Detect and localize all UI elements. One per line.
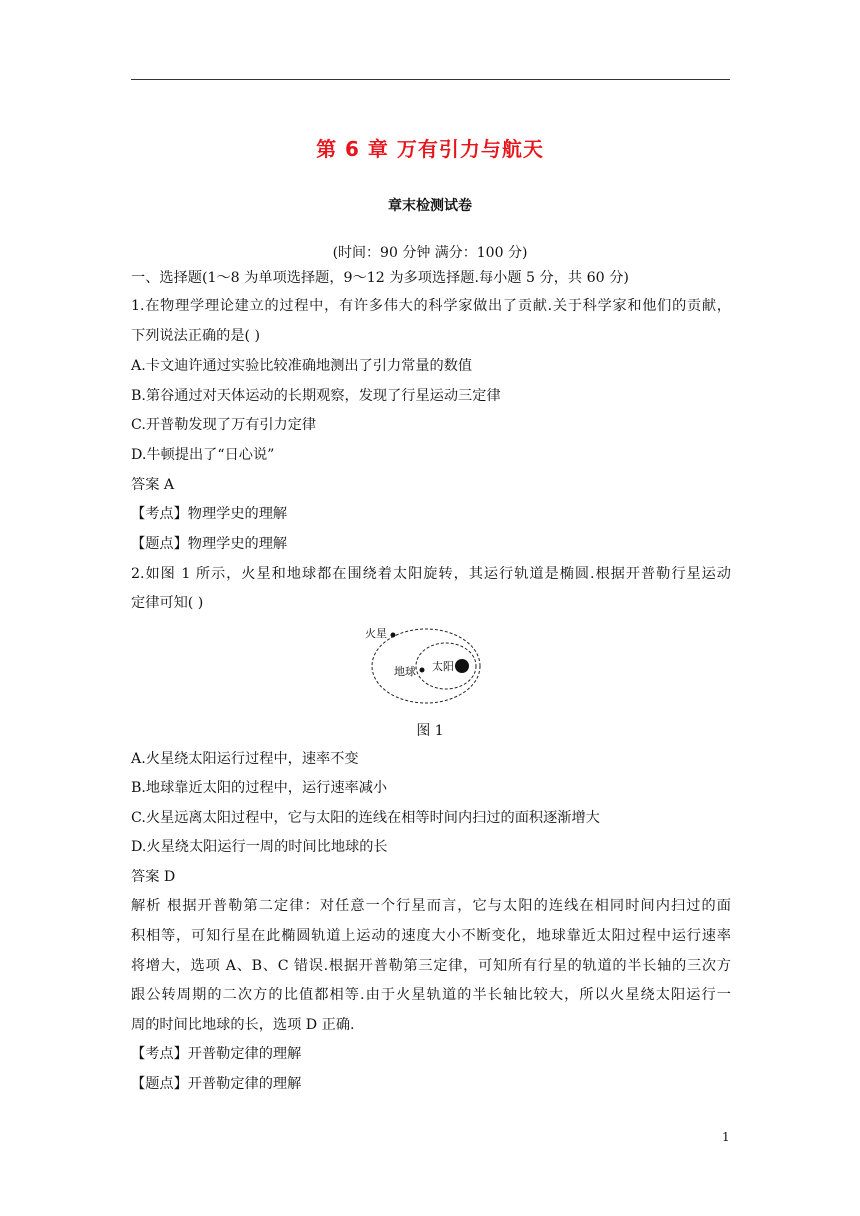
- sun-label: 太阳: [432, 660, 454, 673]
- q1-option-d: D.牛顿提出了“日心说”: [131, 447, 275, 463]
- q1-option-a: A.卡文迪许通过实验比较准确地测出了引力常量的数值: [131, 358, 473, 374]
- q1-option-c: C.开普勒发现了万有引力定律: [131, 417, 317, 433]
- time-info: (时间：90 分钟 满分：100 分): [332, 245, 528, 261]
- orbit-figure: [355, 620, 505, 716]
- q2-kaodian: 【考点】开普勒定律的理解: [131, 1046, 302, 1062]
- q1-stem-line1: 1.在物理学理论建立的过程中，有许多伟大的科学家做出了贡献.关于科学家和他们的贡献，: [131, 298, 731, 314]
- q2-tidian: 【题点】开普勒定律的理解: [131, 1076, 302, 1092]
- exam-subtitle: 章末检测试卷: [388, 198, 472, 214]
- q2-analysis-line1: 解析 根据开普勒第二定律：对任意一个行星而言，它与太阳的连线在相同时间内扫过的面: [131, 898, 731, 914]
- q1-stem-line2: 下列说法正确的是( ): [131, 328, 261, 344]
- q2-stem-line1: 2.如图 1 所示，火星和地球都在围绕着太阳旋转，其运行轨道是椭圆.根据开普勒行星运动: [131, 566, 731, 582]
- q2-option-c: C.火星远离太阳过程中，它与太阳的连线在相等时间内扫过的面积逐渐增大: [131, 810, 600, 826]
- mars-dot: [391, 633, 396, 638]
- header-rule: [131, 79, 730, 80]
- q1-option-b: B.第谷通过对天体运动的长期观察，发现了行星运动三定律: [131, 388, 501, 404]
- q2-stem-line2: 定律可知( ): [131, 595, 204, 611]
- mars-label: 火星: [365, 627, 387, 640]
- q2-analysis-line4: 跟公转周期的二次方的比值都相等.由于火星轨道的半长轴比较大，所以火星绕太阳运行一: [131, 987, 731, 1003]
- earth-label: 地球: [394, 665, 416, 678]
- page-number: 1: [722, 1130, 730, 1144]
- earth-dot: [420, 668, 425, 673]
- sun-dot: [455, 659, 469, 673]
- q2-option-b: B.地球靠近太阳的过程中，运行速率减小: [131, 780, 388, 796]
- q2-analysis-line3: 将增大，选项 A、B、C 错误.根据开普勒第三定律，可知所有行星的轨道的半长轴的三次方: [131, 958, 731, 974]
- section-heading: 一、选择题(1～8 为单项选择题，9～12 为多项选择题.每小题 5 分，共 60 分): [131, 270, 629, 286]
- q2-analysis-line2: 积相等，可知行星在此椭圆轨道上运动的速度大小不断变化，地球靠近太阳过程中运行速率: [131, 928, 731, 944]
- q2-answer: 答案 D: [131, 869, 176, 885]
- q1-answer: 答案 A: [131, 477, 175, 493]
- q2-option-d: D.火星绕太阳运行一周的时间比地球的长: [131, 839, 388, 855]
- q2-option-a: A.火星绕太阳运行过程中，速率不变: [131, 751, 359, 767]
- chapter-title: 第 6 章 万有引力与航天: [316, 137, 544, 161]
- q2-analysis-line5: 周的时间比地球的长，选项 D 正确.: [131, 1017, 355, 1033]
- q1-kaodian: 【考点】物理学史的理解: [131, 506, 288, 522]
- figure-caption: 图 1: [416, 723, 444, 739]
- q1-tidian: 【题点】物理学史的理解: [131, 536, 288, 552]
